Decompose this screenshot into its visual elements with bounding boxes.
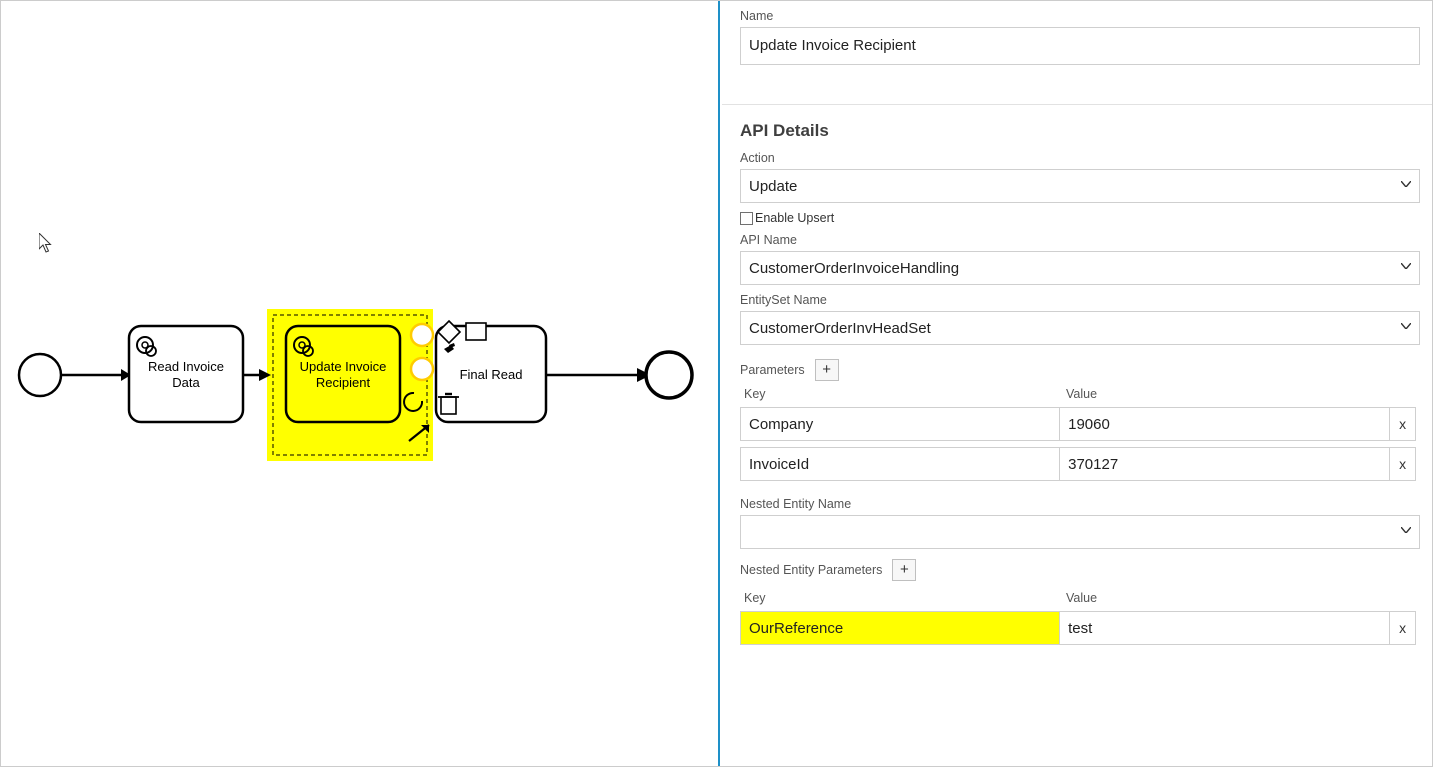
task-read-invoice-label-1: Read Invoice bbox=[148, 359, 224, 374]
delete-nested-parameter-button-0[interactable]: x bbox=[1390, 611, 1416, 645]
nested-entity-select[interactable] bbox=[740, 515, 1420, 549]
nested-parameter-value-input-0[interactable]: test bbox=[1060, 611, 1390, 645]
parameter-key-input-1[interactable]: InvoiceId bbox=[740, 447, 1060, 481]
task-read-invoice-label-2: Data bbox=[172, 375, 200, 390]
table-row bbox=[740, 447, 1416, 481]
add-nested-parameter-button[interactable]: + bbox=[892, 559, 916, 581]
entityset-select-wrap[interactable] bbox=[740, 311, 1420, 345]
task-final-read-label: Final Read bbox=[459, 367, 523, 382]
name-label: Name bbox=[740, 9, 774, 23]
parameters-table-header bbox=[740, 387, 1416, 401]
parameter-value-input-0[interactable]: 19060 bbox=[1060, 407, 1390, 441]
section-divider bbox=[722, 103, 1433, 105]
add-parameter-button[interactable]: + bbox=[815, 359, 839, 381]
api-name-select[interactable]: CustomerOrderInvoiceHandling bbox=[740, 251, 1420, 285]
mouse-pointer-cursor bbox=[39, 233, 53, 253]
task-read-invoice-data bbox=[129, 326, 243, 422]
enable-upsert-checkbox[interactable] bbox=[740, 212, 753, 225]
start-event bbox=[19, 354, 61, 396]
parameters-value-header: Value bbox=[1066, 387, 1098, 401]
nested-parameters-value-header: Value bbox=[1066, 591, 1098, 605]
api-details-section bbox=[722, 121, 1433, 549]
entityset-select[interactable]: CustomerOrderInvHeadSet bbox=[740, 311, 1420, 345]
api-details-title: API Details bbox=[740, 121, 829, 140]
enable-upsert-label: Enable Upsert bbox=[755, 211, 835, 225]
name-section bbox=[722, 9, 1433, 65]
end-event bbox=[646, 352, 692, 398]
delete-parameter-button-1[interactable]: x bbox=[1390, 447, 1416, 481]
append-event-icon bbox=[411, 324, 433, 346]
action-label: Action bbox=[740, 151, 775, 165]
name-input[interactable]: Update Invoice Recipient bbox=[740, 27, 1420, 65]
task-update-invoice-label-1: Update Invoice bbox=[299, 359, 387, 374]
nested-parameters-row bbox=[740, 559, 1416, 581]
append-intermediate-icon bbox=[411, 358, 433, 380]
entityset-name-label: EntitySet Name bbox=[740, 293, 827, 307]
action-select[interactable]: Update bbox=[740, 169, 1420, 203]
parameters-label: Parameters bbox=[740, 363, 805, 377]
process-diagram-canvas[interactable] bbox=[1, 1, 720, 766]
properties-panel bbox=[722, 1, 1433, 766]
parameter-value-input-1[interactable]: 370127 bbox=[1060, 447, 1390, 481]
diagram-svg bbox=[1, 1, 720, 766]
action-select-wrap[interactable] bbox=[740, 169, 1420, 203]
task-update-invoice-label-2: Recipient bbox=[315, 375, 371, 390]
api-name-select-wrap[interactable] bbox=[740, 251, 1420, 285]
append-task-icon bbox=[466, 323, 486, 340]
nested-entity-parameters-section bbox=[722, 559, 1433, 645]
nested-parameter-key-input-0[interactable]: OurReference bbox=[740, 611, 1060, 645]
table-row bbox=[740, 611, 1416, 645]
task-update-invoice-recipient bbox=[286, 326, 400, 422]
nested-entity-select-wrap[interactable] bbox=[740, 515, 1420, 549]
parameters-key-header: Key bbox=[744, 387, 766, 401]
nested-parameters-label: Nested Entity Parameters bbox=[740, 563, 883, 577]
nested-entity-name-label: Nested Entity Name bbox=[740, 497, 852, 511]
delete-parameter-button-0[interactable]: x bbox=[1390, 407, 1416, 441]
nested-parameters-table-header bbox=[740, 591, 1416, 605]
parameter-key-input-0[interactable]: Company bbox=[740, 407, 1060, 441]
parameters-row bbox=[740, 359, 1416, 381]
api-name-label: API Name bbox=[740, 233, 797, 247]
enable-upsert-row[interactable] bbox=[740, 211, 1416, 225]
nested-parameters-key-header: Key bbox=[744, 591, 766, 605]
table-row bbox=[740, 407, 1416, 441]
